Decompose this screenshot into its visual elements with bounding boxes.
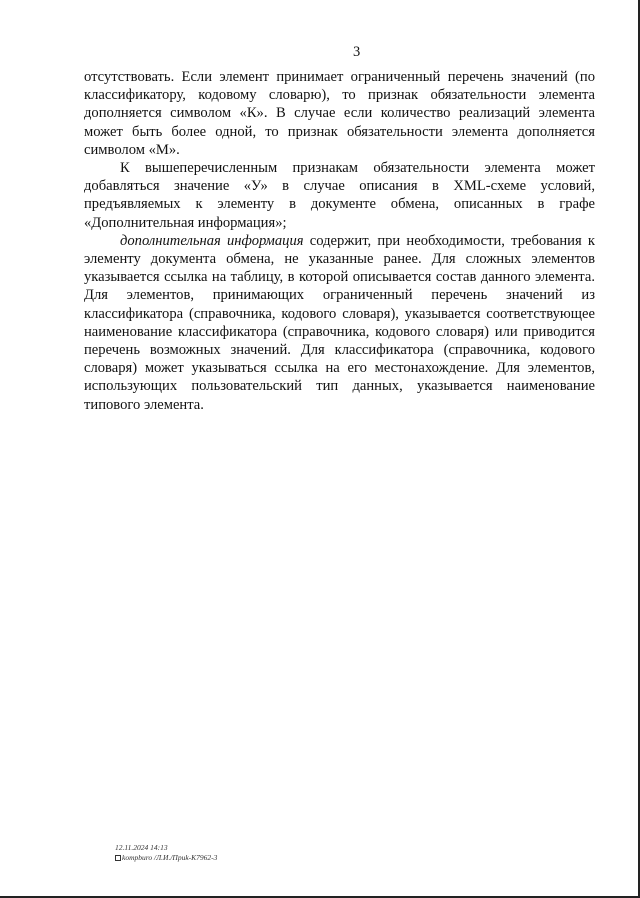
footer-file-path: kompburo /Л.И./Приk-K7962-3	[122, 853, 218, 862]
footer-date: 12.11.2024 14:13	[115, 843, 168, 852]
paragraph-additional-info	[84, 232, 595, 414]
additional-info-description: содержит, при необходимости, требования к элементу документа обмена, не указанные ранее. Для сложных элементов указывается ссылка на таблицу, в которой описывается состав данного элемента. Для элементов, принимающих ограниченный перечень значений из классификатора (справочника, кодового словаря), указывается соответствующее наименование классификатора (справочника, кодового словаря) или приводится перечень возможных значений. Для классификатора (справочника, кодового словаря) может указываться ссылка на его местонахождение. Для элементов, использующих пользовательский тип данных, указывается наименование типового элемента.	[84, 232, 595, 413]
file-icon	[115, 855, 121, 861]
footer-stamp	[115, 843, 217, 863]
page-number: 3	[353, 44, 361, 60]
term-additional-info: дополнительная информация	[120, 232, 304, 249]
paragraph-element-multiplicity: отсутствовать. Если элемент принимает ограниченный перечень значений (по классификатору, кодовому словарю), то признак обязательности элемента дополняется символом «К». В случае если количество реализаций элемента может быть более одной, то признак обязательности элемента дополняется символом «М».	[84, 69, 595, 158]
paragraph-conditional-flag: К вышеперечисленным признакам обязательности элемента может добавляться значение «У» в случае описания в XML-схеме условий, предъявляемых к элементу в документе обмена, описанных в графе «Дополнительная информация»;	[84, 160, 595, 231]
document-body	[84, 68, 595, 414]
footer-file-path-line	[115, 853, 217, 863]
